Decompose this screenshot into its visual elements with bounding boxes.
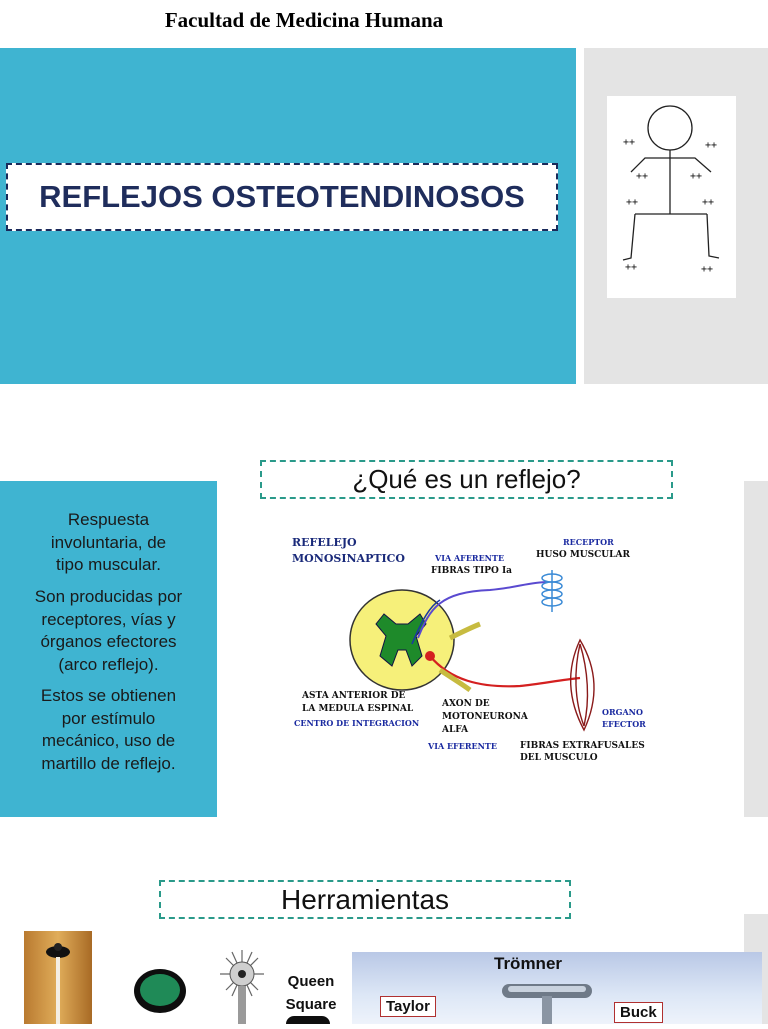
tromner-hammer-icon: [492, 976, 612, 1024]
text-line: por estímulo: [61, 708, 156, 728]
text-line: tipo muscular.: [56, 555, 161, 574]
reflex-mark: ++: [701, 264, 714, 275]
diagram-title: REFELEJO: [292, 536, 357, 549]
green-disc-hammer: [132, 963, 188, 1019]
side-strip: [744, 481, 768, 817]
diagram-label: ORGANO: [602, 707, 643, 717]
diagram-label: ASTA ANTERIOR DE: [302, 691, 406, 701]
diagram-label: EFECTOR: [602, 719, 646, 729]
reflex-arc-diagram: [280, 520, 680, 780]
diagram-label: FIBRAS TIPO Ia: [431, 566, 512, 576]
diagram-label: AXON DE: [442, 699, 490, 709]
diagram-label: HUSO MUSCULAR: [536, 550, 630, 560]
definition-panel: [0, 481, 217, 817]
definition-paragraph: [10, 586, 207, 676]
diagram-label: DEL MUSCULO: [520, 753, 598, 763]
reflex-mark: ++: [702, 197, 715, 208]
diagram-label: CENTRO DE INTEGRACION: [294, 718, 420, 728]
text-line: involuntaria, de: [50, 532, 167, 552]
hammers-photo: [352, 952, 762, 1024]
tromner-label: Trömner: [494, 954, 563, 973]
diagram-label: LA MEDULA ESPINAL: [302, 704, 414, 714]
efferent-path-icon: [430, 656, 580, 686]
text-line: Son producidas por: [34, 587, 183, 606]
slide-title: REFLEJOS OSTEOTENDINOSOS: [6, 163, 558, 231]
diagram-title: MONOSINAPTICO: [292, 552, 406, 565]
diagram-label: MOTONEURONA: [442, 712, 528, 722]
reflex-mark: ++: [623, 137, 636, 148]
queen-square-label: [280, 970, 342, 1016]
pinwheel-tool: [214, 944, 270, 1024]
stick-figure-icon: [607, 96, 736, 298]
definition-paragraph: [10, 509, 207, 577]
diagram-label: RECEPTOR: [563, 537, 614, 547]
reflex-mark: ++: [690, 171, 703, 182]
diagram-label: FIBRAS EXTRAFUSALES: [520, 741, 645, 751]
reflex-mark: ++: [625, 262, 638, 273]
text-line: órganos efectores: [40, 632, 177, 651]
text-line: Estos se obtienen: [40, 686, 177, 705]
muscle-spindle-icon: [542, 570, 562, 612]
reflex-mark: ++: [705, 140, 718, 151]
text-line: receptores, vías y: [41, 609, 176, 629]
tools-title: Herramientas: [159, 880, 571, 919]
reflex-mark: ++: [626, 197, 639, 208]
text-line: (arco reflejo).: [58, 654, 159, 674]
queen-square-hammer-icon: [286, 1016, 330, 1024]
question-title: ¿Qué es un reflejo?: [260, 460, 673, 499]
hammer-photo: [24, 931, 92, 1024]
text-line: martillo de reflejo.: [41, 753, 176, 773]
reflex-figure: [607, 96, 736, 298]
diagram-label: ALFA: [442, 725, 469, 735]
text-line: Square: [285, 996, 337, 1013]
definition-paragraph: [10, 685, 207, 775]
text-line: mecánico, uso de: [41, 731, 176, 750]
buck-label: Buck: [614, 1002, 663, 1023]
page-header: Facultad de Medicina Humana: [164, 8, 444, 32]
taylor-label: Taylor: [380, 996, 436, 1017]
muscle-icon: [571, 640, 594, 730]
text-line: Respuesta: [67, 510, 150, 529]
diagram-label: VIA AFERENTE: [435, 553, 505, 563]
diagram-label: VIA EFERENTE: [428, 741, 497, 751]
hammer-handle-icon: [56, 957, 60, 1024]
reflex-mark: ++: [636, 171, 649, 182]
text-line: Queen: [287, 973, 335, 990]
